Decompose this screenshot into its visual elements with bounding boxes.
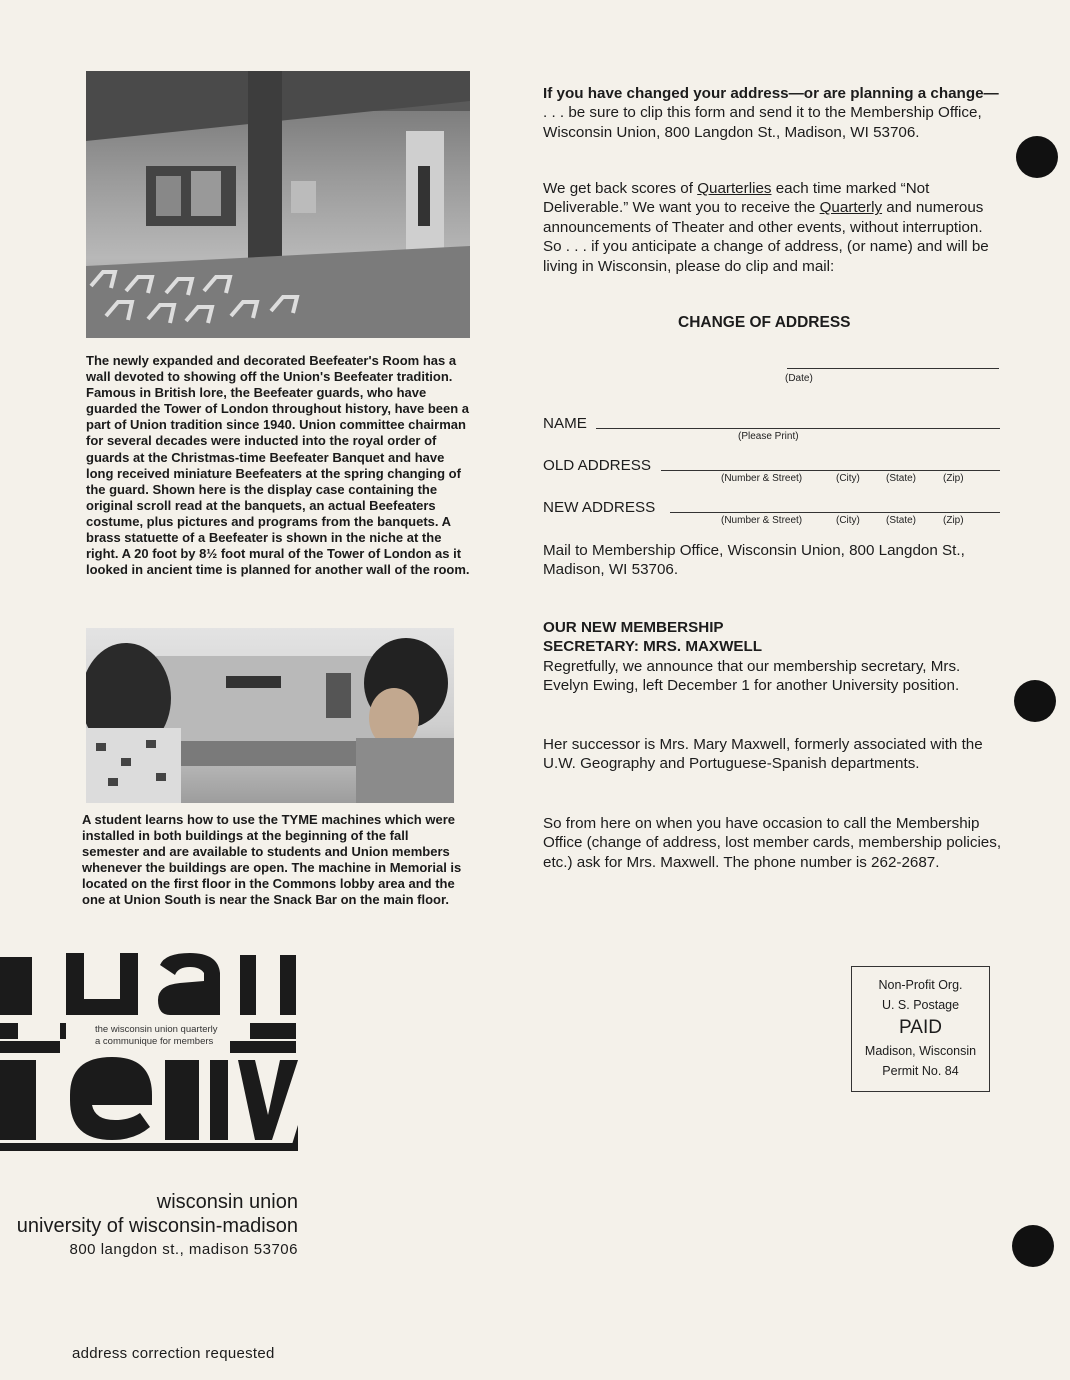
beefeater-room-photo xyxy=(86,71,470,338)
old-city-label: (City) xyxy=(836,473,860,484)
new-state-label: (State) xyxy=(886,515,917,526)
name-field[interactable] xyxy=(596,428,1000,429)
logo-tagline-2: a communique for members xyxy=(95,1036,214,1047)
p2-quarterlies: Quarterlies xyxy=(697,180,772,197)
membership-heading xyxy=(543,618,1005,657)
mail-to-paragraph: Mail to Membership Office, Wisconsin Union, 800 Langdon St., Madison, WI 53706. xyxy=(543,542,965,579)
quarterly-logo-graphic xyxy=(0,945,300,1170)
old-address-label: OLD ADDRESS xyxy=(543,457,652,474)
date-field[interactable] xyxy=(787,368,999,369)
stamp-line-2: U. S. Postage xyxy=(881,998,960,1012)
postage-indicia xyxy=(851,966,990,1092)
tyme-machine-illustration xyxy=(86,628,454,803)
old-number-street-label: (Number & Street) xyxy=(721,473,803,484)
address-correction: address correction requested xyxy=(72,1345,275,1362)
form-title: CHANGE OF ADDRESS xyxy=(678,314,851,331)
org-name: wisconsin union xyxy=(156,1191,298,1213)
new-city-label: (City) xyxy=(836,515,860,526)
new-address-label: NEW ADDRESS xyxy=(543,499,656,516)
successor-paragraph: Her successor is Mrs. Mary Maxwell, formerly associated with the U.W. Geography and Portuguese-Spanish departments. xyxy=(543,736,983,773)
p2-text-b: each time marked “Not Deliverable.” We want you to receive the xyxy=(543,180,930,217)
name-label: NAME xyxy=(543,415,587,432)
new-zip-label: (Zip) xyxy=(943,515,964,526)
please-print-label: (Please Print) xyxy=(738,431,799,442)
org-university: university of wisconsin-madison xyxy=(16,1215,298,1237)
stamp-line-4: Madison, Wisconsin xyxy=(864,1044,977,1058)
stamp-line-1: Non-Profit Org. xyxy=(878,978,963,992)
p2-text-c: and numerous announcements of Theater and other events, without interruption. So . . . if you anticipate a change of address, (or name) and will be living in Wisconsin, please do clip and mail: xyxy=(543,199,989,275)
p2-quarterly: Quarterly xyxy=(819,199,883,217)
intro-rest: . . . be sure to clip this form and send it to the Membership Office, Wisconsin Union, 800 Langdon St., Madison, WI 53706. xyxy=(543,104,982,141)
tyme-machine-photo xyxy=(86,628,454,803)
intro-bold: If you have changed your address—or are planning a change— xyxy=(543,85,999,102)
stamp-paid: PAID xyxy=(899,1017,942,1038)
regretfully-paragraph: Regretfully, we announce that our membership secretary, Mrs. Evelyn Ewing, left December 1 for another University position. xyxy=(543,658,961,695)
membership-heading-2: SECRETARY: MRS. MAXWELL xyxy=(543,638,763,656)
date-label: (Date) xyxy=(785,373,813,384)
stamp-line-5: Permit No. 84 xyxy=(882,1064,959,1078)
p2-text-a: We get back scores of xyxy=(543,180,698,197)
new-address-field[interactable] xyxy=(670,512,1000,513)
old-address-field[interactable] xyxy=(661,470,1000,471)
photo-caption-tyme: A student learns how to use the TYME machines which were installed in both buildings at the beginning of the fall semester and are available to students and Union members whenever the buildings are open. The machine in Memorial is located on the first floor in the Commons lobby area and the one at Union South is near the Snack Bar on the main floor. xyxy=(82,812,462,908)
quarterlies-paragraph xyxy=(543,179,1005,276)
photo-caption-beefeater: The newly expanded and decorated Beefeater's Room has a wall devoted to showing off the Union's Beefeater tradition. Famous in British lore, the Beefeater guards, who have guarded the Tower of London throughout history, have been a part of Union tradition since 1940. Union committee chairman for several decades were inducted into the royal order of guards at the Christmas-time Beefeater Banquet and have long received miniature Beefeaters at the spring changing of the guard. Shown here is the display case containing the original scroll read at the banquets, an actual Beefeaters costume, plus pictures and programs from the banquets. A brass statuette of a Beefeater is shown in the niche at the right. A 20 foot by 8½ foot mural of the Tower of London as it looked in ancient time is planned for another wall of the room. xyxy=(86,353,470,578)
old-state-label: (State) xyxy=(886,473,917,484)
membership-heading-1: OUR NEW MEMBERSHIP xyxy=(543,619,724,636)
binder-hole-bottom xyxy=(1012,1225,1054,1267)
new-number-street-label: (Number & Street) xyxy=(721,515,803,526)
intro-paragraph xyxy=(543,84,1005,142)
phone-paragraph: So from here on when you have occasion to call the Membership Office (change of address, lost member cards, membership policies, etc.) ask for Mrs. Maxwell. The phone number is 262-2687. xyxy=(543,815,1002,871)
beefeater-room-illustration xyxy=(86,71,470,338)
org-address: 800 langdon st., madison 53706 xyxy=(69,1241,298,1258)
binder-hole-middle xyxy=(1014,680,1056,722)
binder-hole-top xyxy=(1016,136,1058,178)
logo-tagline-1: the wisconsin union quarterly xyxy=(95,1024,218,1035)
old-zip-label: (Zip) xyxy=(943,473,964,484)
